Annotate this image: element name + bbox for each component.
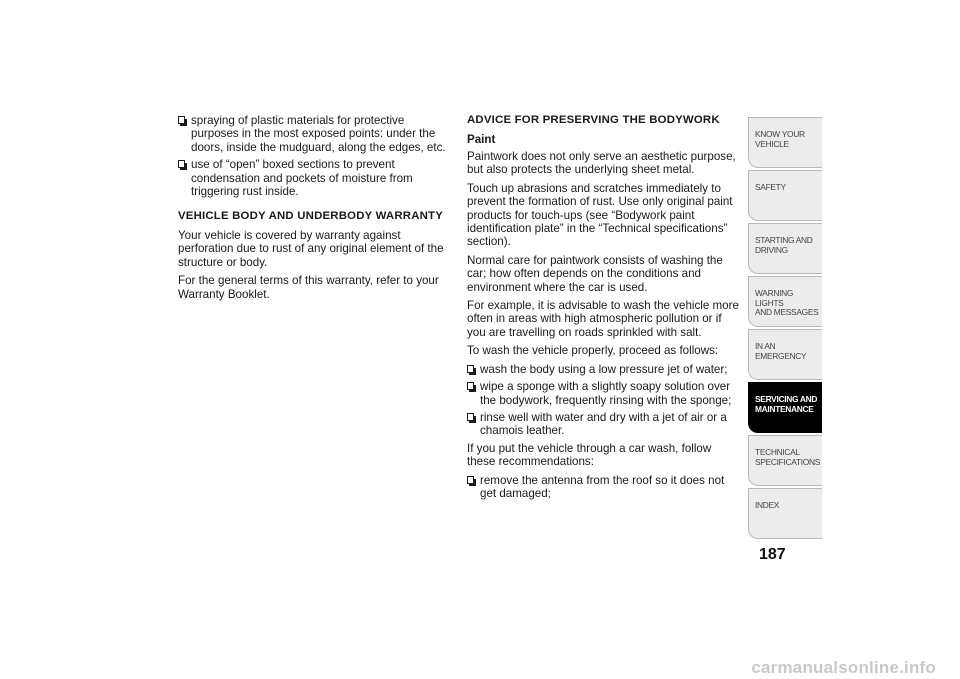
checkbox-bullet-icon	[467, 365, 474, 373]
list-item: wipe a sponge with a slightly soapy solution over the bodywork, frequently rinsing with the sponge;	[467, 380, 740, 407]
tab-servicing-and-maintenance[interactable]: SERVICING AND MAINTENANCE	[748, 382, 822, 433]
paragraph: To wash the vehicle properly, proceed as follows:	[467, 344, 719, 358]
list-item: rinse well with water and dry with a jet of air or a chamois leather.	[467, 411, 740, 438]
paragraph: If you put the vehicle through a car wash, follow these recommendations:	[467, 441, 712, 469]
tab-warning-lights[interactable]: WARNING LIGHTS AND MESSAGES	[748, 276, 822, 327]
paragraph: For the general terms of this warranty, refer to your Warranty Booklet.	[178, 274, 439, 301]
checkbox-bullet-icon	[178, 116, 185, 124]
checkbox-bullet-icon	[467, 476, 474, 484]
subheading-paint: Paint	[467, 132, 496, 146]
right-column	[467, 114, 740, 504]
paragraph: Paintwork does not only serve an aesthetic purpose, but also protects the underlying sheet metal.	[467, 150, 736, 177]
checkbox-bullet-icon	[467, 413, 474, 421]
tab-index[interactable]: INDEX	[748, 488, 822, 539]
paragraph: Your vehicle is covered by warranty against perforation due to rust of any original element of the structure or body.	[178, 229, 444, 269]
tab-technical-specifications[interactable]: TECHNICAL SPECIFICATIONS	[748, 435, 822, 486]
list-item: wash the body using a low pressure jet of water;	[467, 363, 740, 376]
tab-in-an-emergency[interactable]: IN AN EMERGENCY	[748, 329, 822, 380]
paragraph: Normal care for paintwork consists of washing the car; how often depends on the conditions and environment where the car is used.	[467, 253, 723, 294]
page-number: 187	[759, 546, 786, 563]
chapter-tabs	[748, 117, 822, 541]
checkbox-bullet-icon	[467, 382, 474, 390]
watermark: carmanualsonline.info	[751, 658, 936, 677]
paragraph: Touch up abrasions and scratches immediately to prevent the formation of rust. Use only original paint products for touch-ups (see “Bodywork paint identification plate” in the “Technical specifications” section).	[467, 181, 733, 249]
left-column	[178, 114, 450, 306]
tab-starting-and-driving[interactable]: STARTING AND DRIVING	[748, 223, 822, 274]
checkbox-bullet-icon	[178, 160, 185, 168]
tab-know-your-vehicle[interactable]: KNOW YOUR VEHICLE	[748, 117, 822, 168]
tab-safety[interactable]: SAFETY	[748, 170, 822, 221]
list-item: spraying of plastic materials for protective purposes in the most exposed points: under the doors, inside the mudguard, along the edges, etc.	[178, 114, 450, 154]
section-heading-warranty: VEHICLE BODY AND UNDERBODY WARRANTY	[178, 210, 443, 223]
list-item: use of “open” boxed sections to prevent condensation and pockets of moisture from triggering rust inside.	[178, 158, 450, 198]
section-heading-bodywork: ADVICE FOR PRESERVING THE BODYWORK	[467, 114, 720, 126]
paragraph: For example, it is advisable to wash the vehicle more often in areas with high atmospheric pollution or if you are travelling on roads sprinkled with salt.	[467, 299, 739, 339]
list-item: remove the antenna from the roof so it does not get damaged;	[467, 474, 740, 501]
